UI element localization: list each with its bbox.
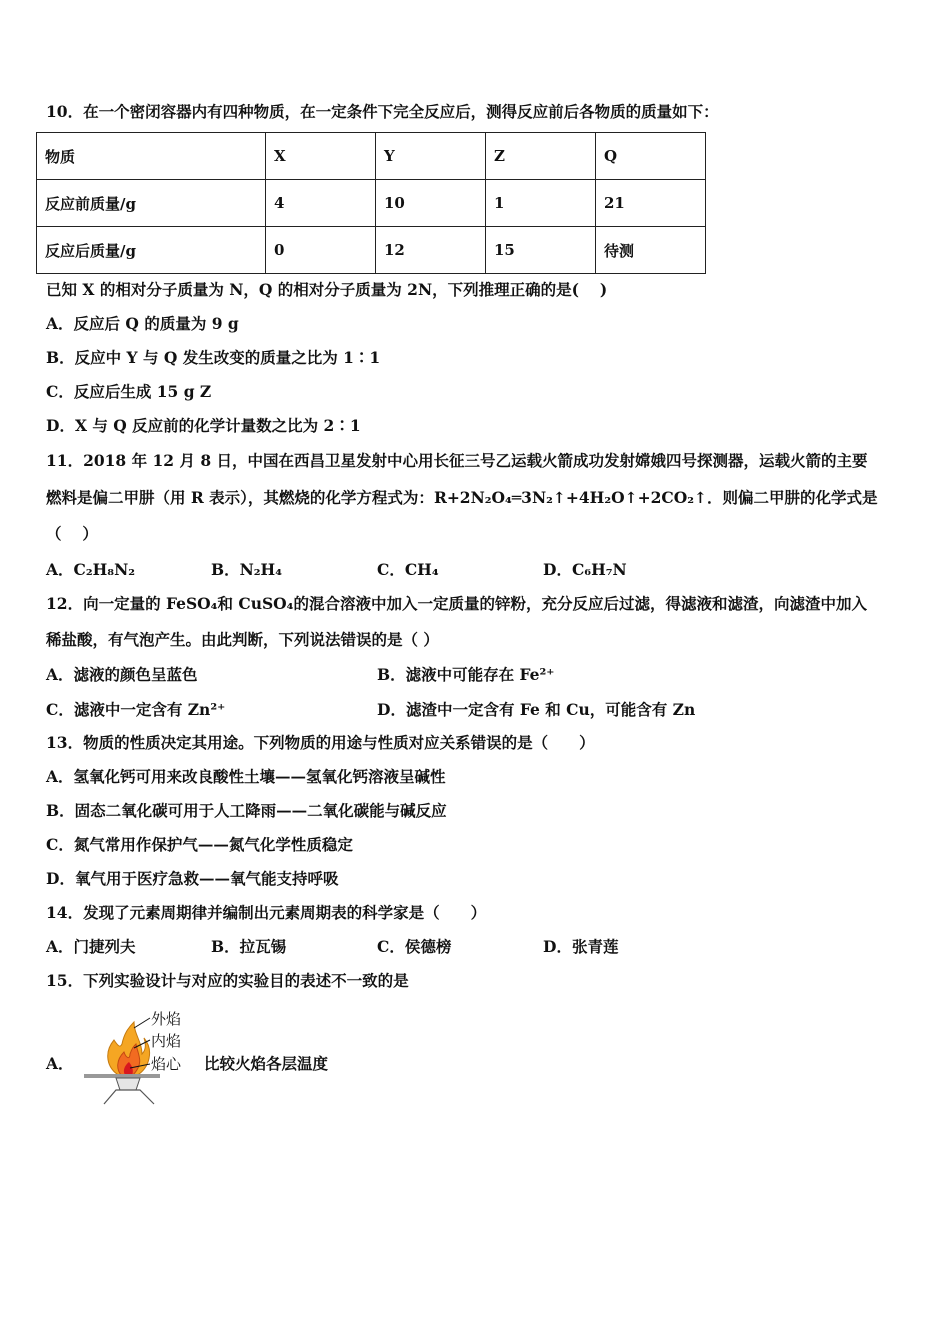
q15-option-a-label: A． — [46, 1054, 74, 1073]
table-cell: 0 — [266, 227, 376, 274]
table-cell: X — [266, 133, 376, 180]
q11-option-a: A．C₂H₈N₂ — [46, 560, 136, 579]
q11-stem-line3: （ ） — [46, 524, 98, 543]
table-row — [37, 180, 706, 227]
table-cell: 反应前质量/g — [37, 180, 266, 227]
table-cell: 反应后质量/g — [37, 227, 266, 274]
flame-layers-figure — [84, 1008, 194, 1108]
table-cell: 4 — [266, 180, 376, 227]
wire-gauze — [84, 1074, 160, 1078]
leader-outer — [134, 1018, 150, 1028]
table-cell: Z — [486, 133, 596, 180]
flame-label-outer: 外焰 — [151, 1010, 182, 1028]
q11-option-d: D．C₆H₇N — [543, 560, 627, 579]
q14-option-d: D．张青莲 — [543, 937, 619, 956]
q11-option-c: C．CH₄ — [377, 560, 439, 579]
q12-option-d: D．滤渣中一定含有 Fe 和 Cu，可能含有 Zn — [377, 700, 696, 719]
burner-body — [104, 1090, 154, 1104]
table-cell: 待测 — [596, 227, 706, 274]
q10-option-b: B．反应中 Y 与 Q 发生改变的质量之比为 1∶1 — [46, 348, 381, 367]
q12-option-c: C．滤液中一定含有 Zn²⁺ — [46, 700, 226, 719]
table-cell: 12 — [376, 227, 486, 274]
q15-option-a-text: 比较火焰各层温度 — [204, 1054, 329, 1073]
q15-stem: 15．下列实验设计与对应的实验目的表述不一致的是 — [46, 971, 409, 990]
table-cell: 1 — [486, 180, 596, 227]
q11-stem-line2 — [46, 488, 878, 508]
table-row — [37, 133, 706, 180]
flame-label-core: 焰心 — [151, 1055, 182, 1073]
q13-option-a: A．氢氧化钙可用来改良酸性土壤——氢氧化钙溶液呈碱性 — [46, 767, 446, 786]
q10-option-c: C．反应后生成 15 g Z — [46, 382, 212, 401]
q14-option-c: C．侯德榜 — [377, 937, 452, 956]
q13-stem: 13．物质的性质决定其用途。下列物质的用途与性质对应关系错误的是（ ） — [46, 733, 595, 752]
q13-option-c: C．氮气常用作保护气——氮气化学性质稳定 — [46, 835, 353, 854]
q11-stem-suffix: ．则偏二甲肼的化学式是 — [706, 488, 878, 507]
q12-stem-line1: 12．向一定量的 FeSO₄和 CuSO₄的混合溶液中加入一定质量的锌粉，充分反应后过滤，得滤液和滤渣，向滤渣中加入 — [46, 594, 867, 613]
q11-option-b: B．N₂H₄ — [211, 560, 282, 579]
burner-cap — [116, 1078, 140, 1090]
table-cell: 10 — [376, 180, 486, 227]
table-cell: Y — [376, 133, 486, 180]
q12-stem-line2: 稀盐酸，有气泡产生。由此判断，下列说法错误的是（ ） — [46, 630, 439, 649]
q14-stem: 14．发现了元素周期律并编制出元素周期表的科学家是（ ） — [46, 903, 487, 922]
q13-option-d: D．氧气用于医疗急救——氧气能支持呼吸 — [46, 869, 339, 888]
q12-option-a: A．滤液的颜色呈蓝色 — [46, 665, 198, 684]
q11-stem-prefix: 燃料是偏二甲肼（用 R 表示），其燃烧的化学方程式为： — [46, 488, 434, 507]
q10-option-a: A．反应后 Q 的质量为 9 g — [46, 314, 239, 333]
q11-equation: R+2N₂O₄═3N₂↑+4H₂O↑+2CO₂↑ — [433, 488, 707, 507]
q10-mass-table — [36, 132, 706, 274]
flame-label-inner: 内焰 — [151, 1032, 182, 1050]
table-cell: 15 — [486, 227, 596, 274]
table-row — [37, 227, 706, 274]
q13-option-b: B．固态二氧化碳可用于人工降雨——二氧化碳能与碱反应 — [46, 801, 447, 820]
q11-stem-line1: 11．2018 年 12 月 8 日，中国在西昌卫星发射中心用长征三号乙运载火箭成功发射嫦娥四号探测器，运载火箭的主要 — [46, 451, 868, 470]
q10-option-d: D．X 与 Q 反应前的化学计量数之比为 2∶1 — [46, 416, 361, 435]
q14-option-a: A．门捷列夫 — [46, 937, 136, 956]
table-cell: Q — [596, 133, 706, 180]
table-cell: 21 — [596, 180, 706, 227]
q10-stem: 10．在一个密闭容器内有四种物质，在一定条件下完全反应后，测得反应前后各物质的质量如下： — [46, 102, 719, 121]
q14-option-b: B．拉瓦锡 — [211, 937, 287, 956]
q10-prompt: 已知 X 的相对分子质量为 N，Q 的相对分子质量为 2N，下列推理正确的是( ) — [46, 280, 608, 299]
q12-option-b: B．滤液中可能存在 Fe²⁺ — [377, 665, 555, 684]
table-cell: 物质 — [37, 133, 266, 180]
